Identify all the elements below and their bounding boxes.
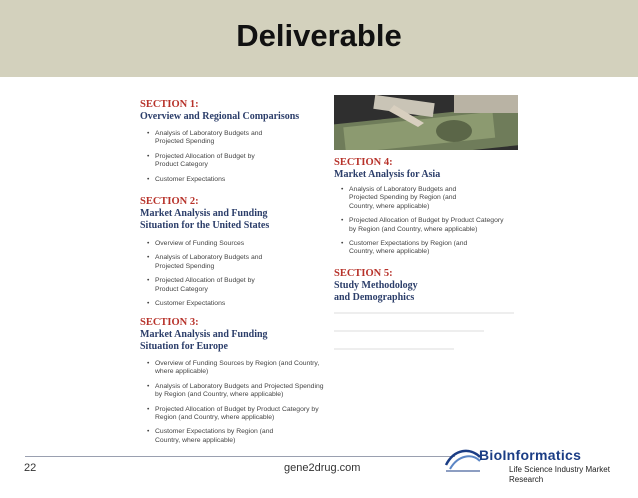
list-item: • Projected Allocation of Budget by Product Category by Region (and Country, where applicable)	[340, 217, 525, 234]
list-item: • Projected Allocation of Budget by Product Category by Region (and Country, where applicable)	[146, 406, 356, 423]
list-item: • Overview of Funding Sources	[146, 240, 326, 248]
section-5-subtitle: Study Methodology and Demographics	[334, 280, 418, 303]
list-item: • Analysis of Laboratory Budgets and Projected Spending by Region (and Country, where applicable)	[340, 186, 525, 211]
section-4-heading: SECTION 4:	[334, 157, 393, 168]
section-1-heading: SECTION 1:	[140, 99, 199, 110]
list-item: • Customer Expectations	[146, 300, 326, 308]
faded-line	[334, 348, 454, 350]
section-1-list	[146, 130, 326, 190]
logo-tagline: Life Science Industry Market Research	[509, 465, 610, 484]
list-item: • Analysis of Laboratory Budgets and Projected Spending	[146, 130, 326, 147]
section-4-subtitle: Market Analysis for Asia	[334, 169, 441, 180]
section-2-heading: SECTION 2:	[140, 196, 199, 207]
section-1-subtitle: Overview and Regional Comparisons	[140, 111, 300, 122]
section-3-list	[146, 360, 356, 451]
faded-line	[334, 312, 514, 314]
section-2-subtitle: Market Analysis and Funding Situation for the United States	[140, 208, 270, 231]
footer-divider	[25, 456, 455, 457]
section-3-subtitle: Market Analysis and Funding Situation for Europe	[140, 329, 268, 352]
money-photo	[334, 95, 518, 150]
section-4-list	[340, 186, 525, 263]
section-3-heading: SECTION 3:	[140, 317, 199, 328]
list-item: • Projected Allocation of Budget by Product Category	[146, 153, 326, 170]
list-item: • Analysis of Laboratory Budgets and Projected Spending by Region (and Country, where applicable)	[146, 383, 356, 400]
list-item: • Customer Expectations by Region (and Country, where applicable)	[340, 240, 525, 257]
list-item: • Projected Allocation of Budget by Product Category	[146, 277, 326, 294]
footer-url: gene2drug.com	[284, 462, 361, 474]
section-2-list	[146, 240, 326, 314]
list-item: • Customer Expectations	[146, 176, 326, 184]
section-5-heading: SECTION 5:	[334, 268, 393, 279]
logo-wordmark: BioInformatics	[479, 447, 582, 463]
slide-title: Deliverable	[236, 18, 402, 53]
faded-line	[334, 330, 484, 332]
page-number: 22	[24, 462, 37, 474]
list-item: • Customer Expectations by Region (and Country, where applicable)	[146, 428, 356, 445]
list-item: • Analysis of Laboratory Budgets and Projected Spending	[146, 254, 326, 271]
list-item: • Overview of Funding Sources by Region (and Country, where applicable)	[146, 360, 356, 377]
